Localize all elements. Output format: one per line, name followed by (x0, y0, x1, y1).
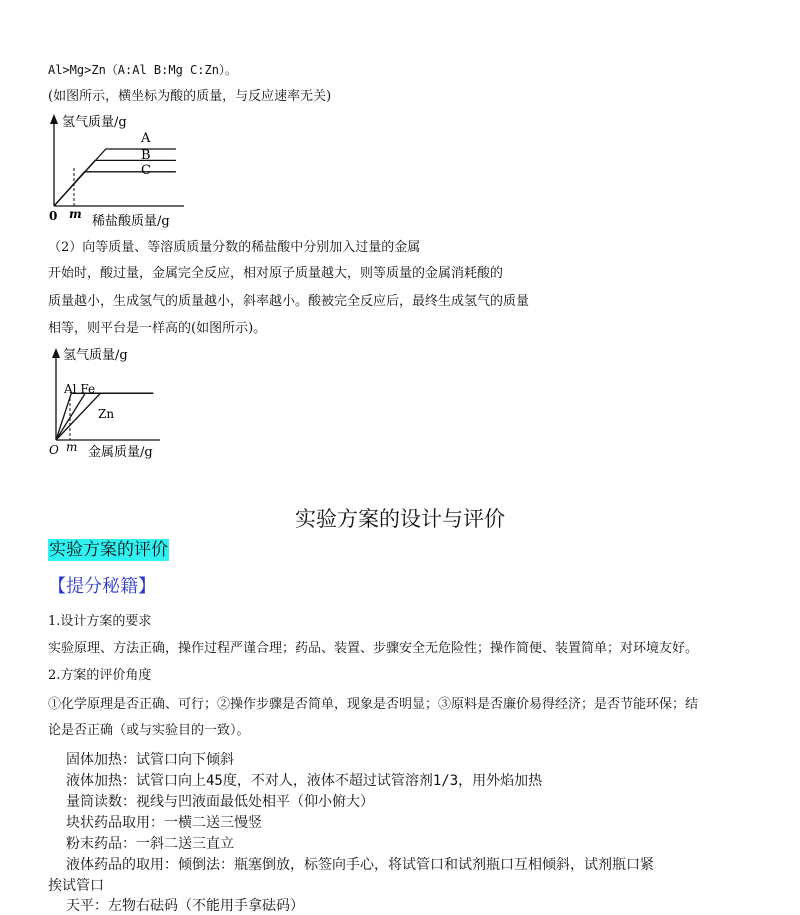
tips-heading: 【提分秘籍】 (48, 576, 156, 597)
chart2-m-label: m (66, 440, 78, 454)
chart1-origin: 0 (49, 209, 58, 223)
section-title: 实验方案的设计与评价 (295, 507, 505, 531)
op-cylinder-reading: 量筒读数：视线与凹液面最低处相平（仰小俯大） (66, 794, 374, 810)
evaluation-heading: 2.方案的评价角度 (48, 668, 152, 683)
op-liquid-reagent-cont: 挨试管口 (48, 878, 104, 894)
highlighted-subsection: 实验方案的评价 (49, 540, 168, 560)
intro-line-1: Al>Mg>Zn（A:Al B:Mg C:Zn）。 (48, 63, 237, 77)
evaluation-text-1: ①化学原理是否正确、可行；②操作步骤是否简单，现象是否明显；③原料是否廉价易得经济；是否节能环保；结 (48, 697, 699, 712)
series-line-a (54, 149, 176, 206)
op-lump-reagent: 块状药品取用：一横二送三慢竖 (66, 815, 262, 831)
para2-line-3: 质量越小，生成氢气的质量越小，斜率越小。酸被完全反应后，最终生成氢气的质量 (48, 294, 530, 309)
intro-line-2: (如图所示，横坐标为酸的质量，与反应速率无关) (48, 89, 332, 104)
op-solid-heating: 固体加热：试管口向下倾斜 (66, 752, 234, 768)
chart1-ylabel: 氢气质量/g (62, 115, 127, 130)
chart1-xlabel: 稀盐酸质量/g (92, 214, 170, 229)
op-balance: 天平：左物右砝码（不能用手拿砝码） (66, 898, 304, 914)
para2-line-2: 开始时，酸过量，金属完全反应，相对原子质量越大，则等质量的金属消耗酸的 (48, 266, 504, 281)
subsection-heading (48, 540, 169, 560)
op-powder-reagent: 粉末药品：一斜二送三直立 (66, 836, 234, 852)
y-axis-arrow-icon (50, 114, 58, 124)
requirements-heading: 1.设计方案的要求 (48, 614, 152, 629)
series-label-c: C (141, 163, 151, 178)
label-al-fe: Al Fe (64, 382, 96, 396)
op-liquid-reagent: 液体药品的取用：倾倒法：瓶塞倒放，标签向手心，将试管口和试剂瓶口互相倾斜，试剂瓶口紧 (66, 857, 654, 873)
chart2-ylabel: 氢气质量/g (63, 348, 128, 363)
series-label-a: A (141, 131, 151, 146)
series-line-c (54, 172, 176, 206)
evaluation-text-2: 论是否正确（或与实验目的一致）。 (48, 723, 250, 738)
chart2-xlabel: 金属质量/g (88, 445, 153, 460)
chart1-m-label: m (69, 207, 82, 221)
metal-mass-chart (44, 344, 184, 464)
series-label-b: B (141, 148, 151, 163)
requirements-text: 实验原理、方法正确，操作过程严谨合理；药品、装置、步骤安全无危险性；操作简便、装置简单；对环境友好。 (48, 641, 699, 656)
chart2-origin: O (49, 443, 59, 457)
y-axis-arrow-icon (52, 348, 60, 358)
label-zn: Zn (98, 407, 115, 421)
para2-line-4: 相等，则平台是一样高的(如图所示)。 (48, 321, 267, 336)
acid-mass-chart (44, 112, 204, 232)
series-line-b (54, 160, 176, 206)
op-liquid-heating: 液体加热：试管口向上45度，不对人，液体不超过试管溶剂1/3，用外焰加热 (66, 773, 543, 789)
para2-line-1: （2）向等质量、等溶质质量分数的稀盐酸中分别加入过量的金属 (48, 240, 421, 255)
